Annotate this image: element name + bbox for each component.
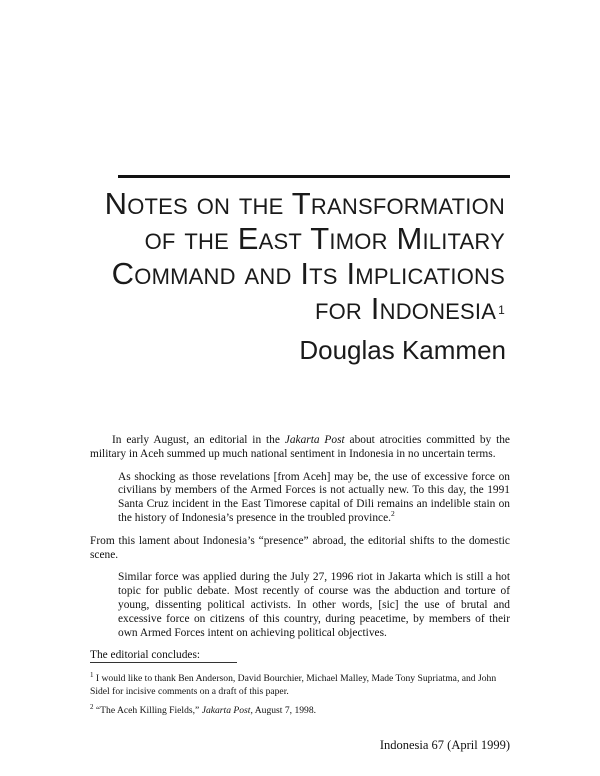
author-name: Douglas Kammen: [299, 335, 506, 365]
block-quote-1-text: As shocking as those revelations [from Aceh] may be, the use of excessive force on civilians by members of the Armed Forces is not actually new. To this day, the 1991 Santa Cruz incident in the East Timorese capital of Dili remains an indelible stain on the history of Indonesia’s presence in the troubled province.: [118, 470, 510, 524]
title-line-2: of the East Timor Military: [144, 221, 505, 256]
footnote-1-text: I would like to thank Ben Anderson, David Bourchier, Michael Malley, Made Tony Supriatma, and John Sidel for incisive comments on a draft of this paper.: [90, 673, 497, 697]
footnote-1: [90, 669, 510, 698]
footnote-ref-2[interactable]: 2: [390, 509, 395, 519]
title-line-4: [100, 291, 505, 326]
footnote-2-number: 2: [90, 703, 94, 712]
publication-name: Jakarta Post: [284, 434, 345, 446]
title-footnote-ref[interactable]: 1: [498, 303, 505, 317]
footnote-2: [90, 701, 510, 718]
footnote-2-text-a: “The Aceh Killing Fields,”: [95, 705, 202, 717]
title-line-4-text: for Indonesia: [314, 291, 497, 326]
footnote-1-number: 1: [90, 671, 94, 679]
article-body: [90, 434, 510, 663]
paragraph-intro-text-a: In early August, an editorial in the: [112, 434, 285, 446]
title-rule: [118, 175, 510, 178]
title-line-3: Command and Its Implications: [111, 256, 505, 291]
journal-page-info: Indonesia 67 (April 1999): [379, 738, 510, 752]
block-quote-1: [118, 471, 510, 526]
footnote-2-text-b: August 7, 1998.: [252, 705, 317, 717]
block-quote-2: Similar force was applied during the July 27, 1996 riot in Jakarta which is still a hot topic for public debate. Most recently of course was the abduction and torture of young, dissenting political activists. In other words, [sic] the use of brutal and excessive force on citizens of this country, during peacetime, by members of their own Armed Forces intent on achieving political objectives.: [118, 571, 510, 639]
title-line-1: Notes on the Transformation: [104, 186, 505, 221]
paragraph-intro-text-b: about atrocities committed by the military in Aceh summed up much national sentiment in Indonesia in no uncertain terms.: [90, 434, 510, 460]
article-title: [100, 186, 505, 326]
footnote-rule: [90, 662, 237, 663]
paragraph-transition: From this lament about Indonesia’s “presence” abroad, the editorial shifts to the domestic scene.: [90, 534, 510, 561]
paragraph-conclusion-lead: The editorial concludes:: [90, 649, 201, 662]
footnote-2-publication: Jakarta Post,: [201, 705, 253, 717]
footnotes: [90, 669, 510, 721]
paragraph-intro: [90, 434, 510, 462]
